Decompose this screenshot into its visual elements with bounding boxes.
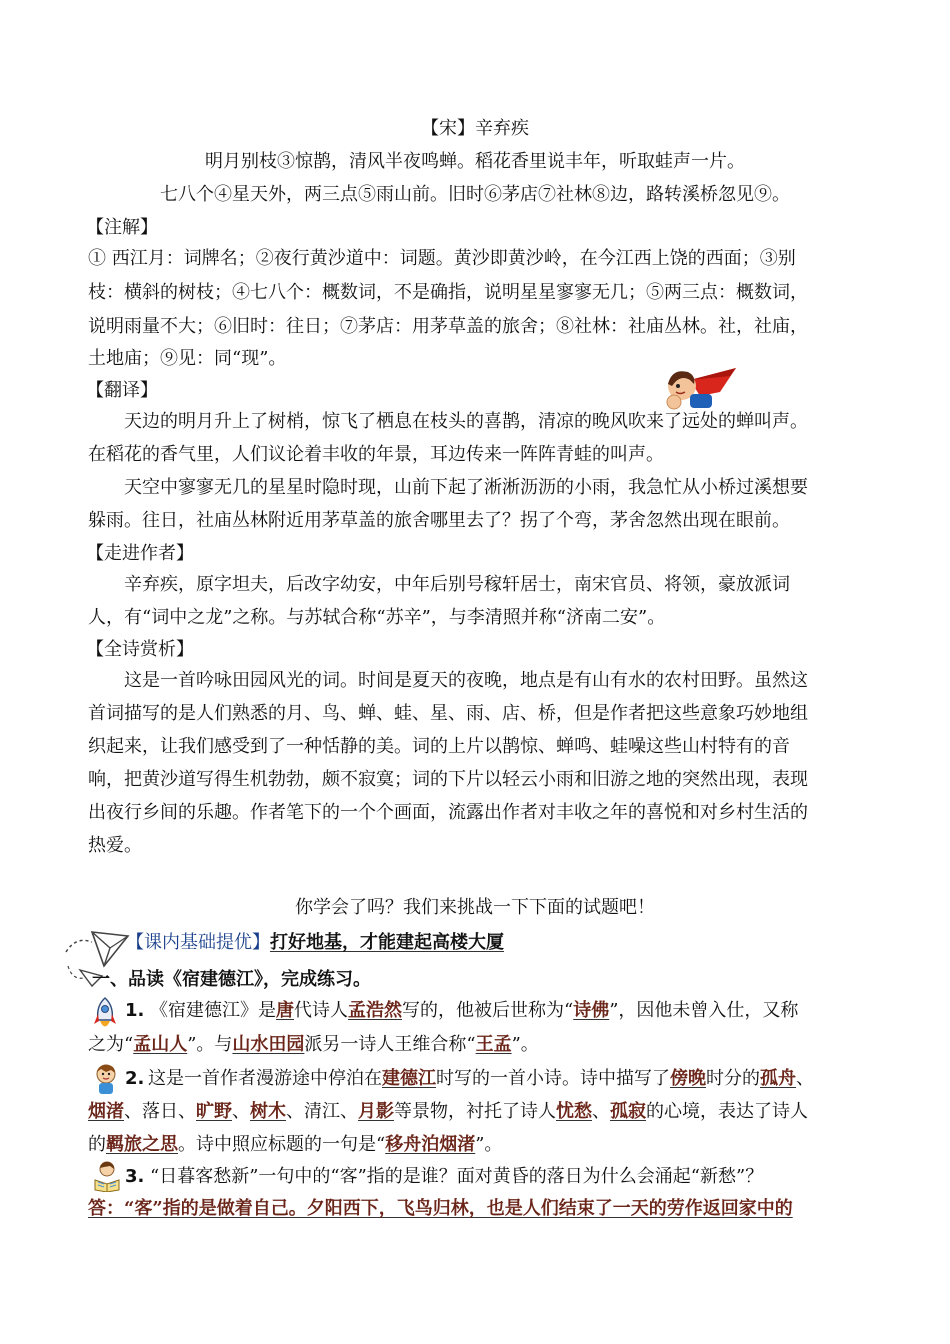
q2-answer: 傍晚 [670, 1068, 706, 1089]
analysis-header: 【全诗赏析】 [86, 639, 194, 660]
notes-header: 【注解】 [86, 217, 158, 238]
q2-answer: 旷野 [196, 1101, 232, 1122]
q2-text: 的心境，表达了诗人 [646, 1101, 808, 1122]
q2-text: 、清江、 [286, 1101, 358, 1122]
author-header: 【走进作者】 [86, 543, 194, 564]
q1-line-1 [150, 1000, 865, 1022]
reading-kid-icon [92, 1160, 122, 1192]
q2-text: 、 [232, 1101, 250, 1122]
q1-answer-school: 山水田园 [232, 1034, 305, 1055]
q2-text: 这是一首作者漫游途中停泊在 [148, 1068, 382, 1089]
q2-text: 时分的 [706, 1068, 760, 1089]
q1-text: ”。 [511, 1034, 539, 1055]
q1-text: 派另一诗人王维合称“ [304, 1034, 476, 1055]
q1-line-2 [88, 1034, 863, 1056]
q2-answer: 孤舟 [760, 1068, 796, 1089]
q2-answer: 羁旅之思 [106, 1134, 178, 1155]
superhero-icon [660, 362, 738, 422]
q2-answer: 月影 [358, 1101, 394, 1122]
analysis-line: 这是一首吟咏田园风光的词。时间是夏天的夜晚，地点是有山有水的农村田野。虽然这 [124, 670, 808, 691]
q1-text: 代诗人 [294, 1000, 348, 1021]
q1-answer-title: 诗佛 [573, 1000, 610, 1021]
q2-text: 等景物，衬托了诗人 [394, 1101, 556, 1122]
q2-line-2 [88, 1101, 863, 1123]
poem-line-1: 明月别枝③惊鹊，清风半夜鸣蝉。稻花香里说丰年，听取蛙声一片。 [205, 151, 745, 172]
analysis-line: 首词描写的是人们熟悉的月、鸟、蝉、蛙、星、雨、店、桥，但是作者把这些意象巧妙地组 [88, 703, 808, 724]
translation-header: 【翻译】 [86, 380, 158, 401]
q2-line-1 [148, 1068, 863, 1090]
q1-text: 写的，他被后世称为“ [402, 1000, 574, 1021]
analysis-line: 响，把黄沙道写得生机勃勃，颇不寂寞；词的下片以轻云小雨和旧游之地的突然出现，表现 [88, 769, 808, 790]
part-title: 一、品读《宿建德江》，完成练习。 [92, 969, 371, 990]
section-slogan: 打好地基，才能建起高楼大厦 [270, 932, 504, 953]
q1-text: ”。与 [187, 1034, 233, 1055]
author-line: 辛弃疾，原字坦夫，后改字幼安，中年后别号稼轩居士，南宋官员、将领，豪放派词 [124, 574, 790, 595]
notes-line: 枝：横斜的树枝；④七八个：概数词，不是确指，说明星星寥寥无几；⑤两三点：概数词， [88, 282, 808, 303]
rocket-icon [92, 996, 118, 1032]
q2-answer: 树木 [250, 1101, 286, 1122]
notes-line: ① 西江月：词牌名；②夜行黄沙道中：词题。黄沙即黄沙岭，在今江西上饶的西面；③别 [88, 248, 796, 269]
q1-text: 之为“ [88, 1034, 134, 1055]
q2-number: 2. [125, 1068, 145, 1089]
q1-text: ”，因他未曾入仕，又称 [609, 1000, 799, 1021]
author-line: 人，有“词中之龙”之称。与苏轼合称“苏辛”，与李清照并称“济南二安”。 [88, 607, 666, 628]
q1-answer-poet: 孟浩然 [348, 1000, 402, 1021]
q2-text: 时写的一首小诗。诗中描写了 [436, 1068, 670, 1089]
q3-question: “日暮客愁新”一句中的“客”指的是谁？面对黄昏的落日为什么会涌起“新愁”？ [150, 1166, 764, 1187]
q2-answer: 烟渚 [88, 1101, 124, 1122]
q2-answer: 移舟泊烟渚 [385, 1134, 476, 1155]
notes-line: 说明雨量不大；⑥旧时：往日；⑦茅店：用茅草盖的旅舍；⑧社林：社庙丛林。社，社庙， [88, 316, 808, 337]
q2-text: 、落日、 [124, 1101, 196, 1122]
poem-author-line: 【宋】辛弃疾 [421, 118, 529, 139]
q3-answer: 答：“客”指的是做着自己。夕阳西下，飞鸟归林，也是人们结束了一天的劳作返回家中的 [88, 1198, 793, 1219]
q2-text: 的 [88, 1134, 106, 1155]
q1-text: 《宿建德江》是 [150, 1000, 276, 1021]
q3-number: 3. [125, 1166, 145, 1187]
boy-icon [92, 1062, 120, 1096]
q2-text: 。诗中照应标题的一句是“ [178, 1134, 386, 1155]
q1-answer-dynasty: 唐 [276, 1000, 294, 1021]
translation-line: 天边的明月升上了树梢，惊飞了栖息在枝头的喜鹊，清凉的晚风吹来了远处的蝉叫声。 [124, 411, 808, 432]
challenge-prompt: 你学会了吗？我们来挑战一下下面的试题吧！ [295, 897, 655, 918]
q2-text: 、 [592, 1101, 610, 1122]
q2-answer: 忧愁 [556, 1101, 592, 1122]
q2-line-3 [88, 1134, 863, 1156]
translation-line: 天空中寥寥无几的星星时隐时现，山前下起了淅淅沥沥的小雨，我急忙从小桥过溪想要 [124, 477, 808, 498]
notes-line: 土地庙；⑨见：同“现”。 [88, 348, 287, 369]
section-header [126, 932, 866, 954]
analysis-line: 出夜行乡间的乐趣。作者笔下的一个个画面，流露出作者对丰收之年的喜悦和对乡村生活的 [88, 802, 808, 823]
q1-answer-nickname: 孟山人 [133, 1034, 188, 1055]
analysis-line: 织起来，让我们感受到了一种恬静的美。词的上片以鹊惊、蝉鸣、蛙噪这些山村特有的音 [88, 736, 790, 757]
translation-line: 在稻花的香气里，人们议论着丰收的年景，耳边传来一阵阵青蛙的叫声。 [88, 444, 664, 465]
analysis-line: 热爱。 [88, 835, 142, 856]
translation-line: 躲雨。往日，社庙丛林附近用茅草盖的旅舍哪里去了？拐了个弯，茅舍忽然出现在眼前。 [88, 510, 790, 531]
q2-text: ”。 [475, 1134, 503, 1155]
q1-number: 1. [125, 1000, 145, 1021]
poem-line-2: 七八个④星天外，两三点⑤雨山前。旧时⑥茅店⑦社林⑧边，路转溪桥忽见⑨。 [160, 184, 790, 205]
section-label: 【课内基础提优】 [126, 932, 270, 953]
q2-answer: 孤寂 [610, 1101, 646, 1122]
q2-answer: 建德江 [382, 1068, 436, 1089]
q2-text: 、 [796, 1068, 814, 1089]
q1-answer-pair: 王孟 [475, 1034, 512, 1055]
